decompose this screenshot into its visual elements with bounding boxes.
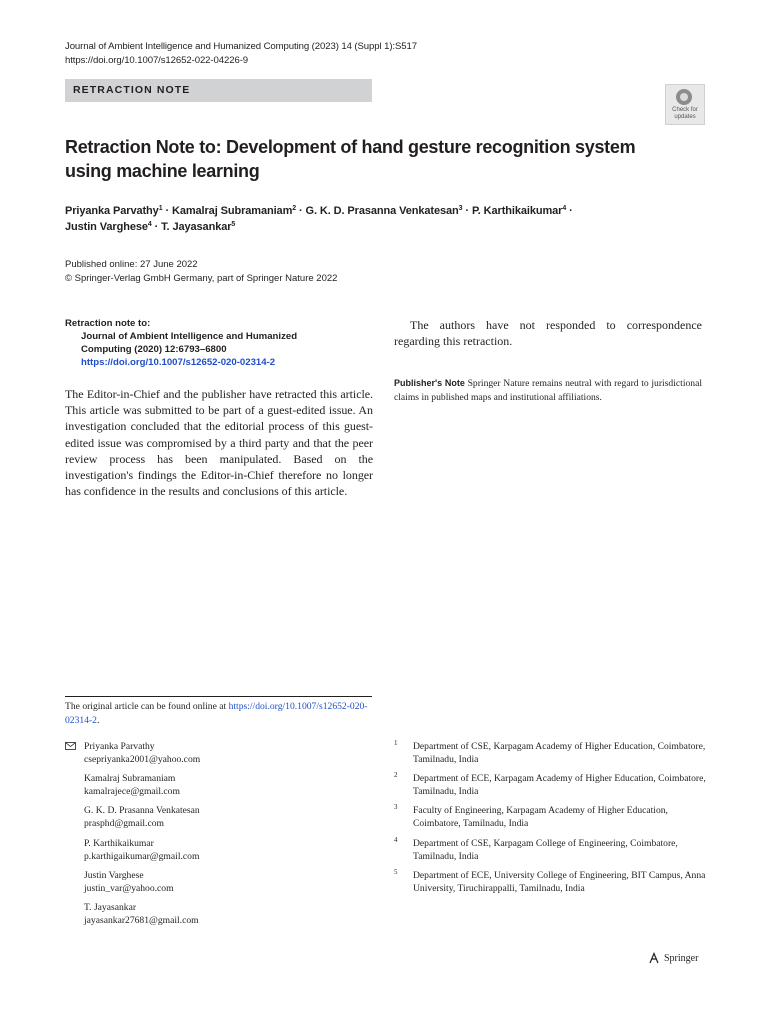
author-separator: ·: [566, 205, 573, 217]
retracted-journal: Journal of Ambient Intelligence and Humanized: [81, 331, 298, 342]
retracted-doi-link[interactable]: https://doi.org/10.1007/s12652-020-02314-2: [81, 357, 276, 368]
retraction-statement: The Editor-in-Chief and the publisher have retracted this article. This article was submitted to be part of a guest-edited issue. An investigation concluded that the editorial process of this guest-edited issue was compromised by a third party and that the peer review process has been manipulated. Based on the investigation's findings the Editor-in-Chief therefore no longer has confidence in the results and conclusions of this article.: [65, 387, 373, 499]
affiliation-entry: [394, 740, 706, 766]
article-type-label: RETRACTION NOTE: [73, 84, 191, 96]
publishers-note-text: Springer Nature remains neutral with regard to jurisdictional claims in published maps and institutional affiliations.: [394, 378, 702, 403]
original-article-end: .: [96, 714, 100, 726]
contact-entry: [65, 837, 372, 863]
contact-entry: [65, 901, 372, 927]
springer-logo-icon: [648, 952, 660, 965]
author-affiliation-mark: 4: [562, 205, 567, 212]
affiliation-entry: [394, 837, 706, 863]
contact-email[interactable]: prasphd@gmail.com: [84, 818, 164, 830]
affiliation-text: Faculty of Engineering, Karpagam Academy of Higher Education, Coimbatore, Tamilnadu, India: [413, 805, 668, 830]
check-for-updates-badge[interactable]: [665, 84, 705, 125]
contact-entry: [65, 740, 372, 766]
author-affiliation-mark: 5: [231, 221, 236, 228]
author-affiliation-mark: 4: [147, 221, 152, 228]
published-date: Published online: 27 June 2022: [65, 259, 198, 270]
contact-name: Priyanka Parvathy: [84, 741, 155, 752]
affiliation-entry: [394, 772, 706, 798]
contact-entry: [65, 804, 372, 830]
author-separator: ·: [151, 221, 162, 233]
affiliation-text: Department of CSE, Karpagam College of Engineering, Coimbatore, Tamilnadu, India: [413, 837, 678, 862]
author-name: Priyanka Parvathy: [65, 205, 159, 217]
contact-email[interactable]: p.karthigaikumar@gmail.com: [84, 850, 200, 862]
author-response-statement: The authors have not responded to correspondence regarding this retraction.: [394, 318, 702, 349]
contact-entry: [65, 869, 372, 895]
original-article-link[interactable]: https://doi.org/10.1007/s12652-020-02314-2: [65, 701, 368, 726]
footnote-divider: [65, 696, 372, 697]
author-separator: ·: [462, 205, 472, 217]
contact-name: T. Jayasankar: [84, 901, 137, 913]
retracted-volume: Computing (2020) 12:6793–6800: [81, 344, 227, 355]
affiliation-text: Department of CSE, Karpagam Academy of Higher Education, Coimbatore, Tamilnadu, India: [413, 741, 706, 765]
journal-citation: Journal of Ambient Intelligence and Humanized Computing (2023) 14 (Suppl 1):S517: [65, 41, 417, 52]
affiliation-text: Department of ECE, University College of Engineering, BIT Campus, Anna University, Tiruchirappalli, Tamilnadu, India: [413, 869, 706, 894]
affiliation-number: 3: [394, 803, 398, 812]
author-list: [65, 203, 705, 235]
publishers-note-label: Publisher's Note: [394, 378, 465, 388]
author-separator: ·: [162, 205, 172, 217]
author-affiliation-mark: 3: [458, 205, 463, 212]
author-separator: ·: [296, 205, 306, 217]
affiliation-number: 4: [394, 835, 398, 844]
contact-email[interactable]: jayasankar27681@gmail.com: [84, 914, 199, 926]
author-name: G. K. D. Prasanna Venkatesan: [305, 205, 459, 217]
original-article-text: The original article can be found online at: [65, 701, 229, 712]
affiliation-entry: [394, 869, 706, 895]
contact-list: [65, 740, 372, 933]
check-updates-icon: [676, 89, 692, 105]
affiliation-number: 1: [394, 739, 398, 747]
contact-name: Kamalraj Subramaniam: [84, 773, 176, 785]
affiliation-number: 2: [394, 771, 398, 780]
contact-entry: [65, 772, 372, 798]
author-affiliation-mark: 2: [292, 205, 297, 212]
contact-email[interactable]: csepriyanka2001@yahoo.com: [84, 754, 201, 765]
retraction-note-label: Retraction note to:: [65, 318, 151, 329]
author-name: Kamalraj Subramaniam: [171, 205, 293, 217]
author-name: Justin Varghese: [65, 221, 148, 233]
affiliation-number: 5: [394, 867, 398, 876]
affiliation-entry: [394, 804, 706, 830]
author-affiliation-mark: 1: [158, 205, 163, 212]
author-name: P. Karthikaikumar: [471, 205, 563, 217]
publication-meta: [65, 258, 337, 286]
copyright-line: © Springer-Verlag GmbH Germany, part of Springer Nature 2022: [65, 273, 338, 284]
affiliation-list: [394, 740, 706, 901]
envelope-icon: [65, 742, 76, 750]
affiliation-text: Department of ECE, Karpagam Academy of Higher Education, Coimbatore, Tamilnadu, India: [413, 773, 706, 798]
check-updates-text-1: Check for: [672, 107, 698, 113]
contact-email[interactable]: justin_var@yahoo.com: [84, 882, 174, 894]
publisher-name: Springer: [664, 953, 699, 964]
contact-name: Justin Varghese: [84, 869, 144, 881]
publishers-note: [394, 377, 702, 404]
article-title: Retraction Note to: Development of hand gesture recognition system using machine learning: [65, 137, 636, 181]
article-doi[interactable]: https://doi.org/10.1007/s12652-022-04226-9: [65, 55, 249, 66]
publisher-footer: [648, 952, 698, 965]
contact-email[interactable]: kamalrajece@gmail.com: [84, 786, 180, 798]
retraction-note-reference: [65, 317, 297, 369]
author-name: T. Jayasankar: [161, 221, 232, 233]
contact-name: P. Karthikaikumar: [84, 837, 154, 849]
check-updates-text-2: updates: [674, 114, 696, 120]
original-article-note: [65, 700, 372, 727]
article-type-banner: [65, 79, 372, 102]
contact-name: G. K. D. Prasanna Venkatesan: [84, 805, 200, 817]
